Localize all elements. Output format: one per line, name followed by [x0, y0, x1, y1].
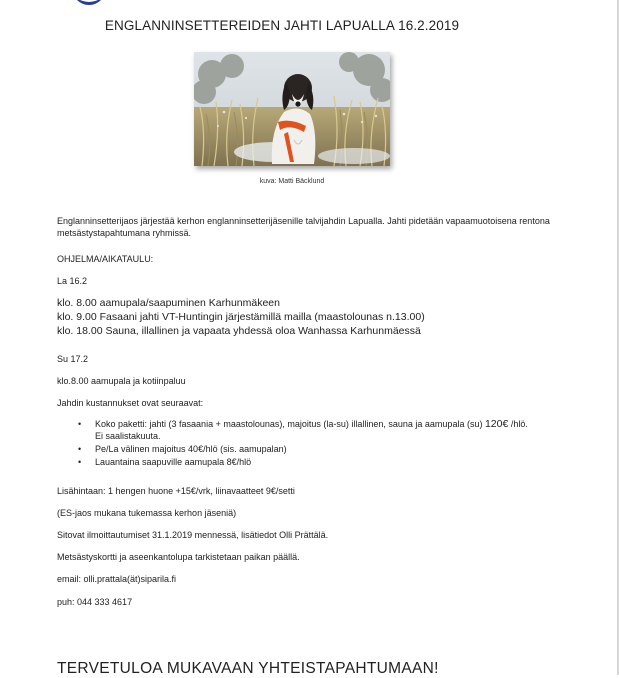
day1-item-3: klo. 18.00 Sauna, illallinen ja vapaata yhdessä oloa Wanhassa Karhunmäessä: [57, 325, 421, 337]
setter-dog-photo: [194, 52, 390, 166]
costs-heading: Jahdin kustannukset ovat seuraavat:: [57, 398, 204, 408]
contact-phone: puh: 044 333 4617: [57, 597, 133, 607]
setter-dog-image: [194, 52, 390, 166]
package-text: Koko paketti: jahti (3 fasaania + maastolounas), majoitus (la-su) illallinen, sauna ja aamupala (su): [95, 419, 483, 429]
contact-email: email: olli.prattala(ät)siparila.fi: [57, 574, 177, 584]
bullet-icon: •: [78, 444, 82, 454]
es-note: (ES-jaos mukana tukemassa kerhon jäseniä): [57, 508, 237, 518]
package-unit: /hlö.: [510, 419, 528, 429]
document-title: ENGLANNINSETTEREIDEN JAHTI LAPUALLA 16.2.2019: [104, 18, 460, 33]
extra-prices: Lisähintaan: 1 hengen huone +15€/vrk, liinavaatteet 9€/setti: [57, 486, 295, 496]
bullet-icon: •: [78, 457, 82, 467]
license-note: Metsästyskortti ja aseenkantolupa tarkistetaan paikan päällä.: [57, 552, 300, 562]
package-price: 120€: [484, 418, 509, 430]
intro-paragraph: Englanninsetterijaos järjestää kerhon englanninsetterijäsenille talvijahdin Lapualla. Jahti pidetään vapaamuotoisena rentona metsästystapahtumana ryhmissä.: [57, 216, 550, 238]
breakfast-text: Lauantaina saapuville aamupala 8€/hlö: [95, 457, 252, 467]
bullet-icon: •: [78, 419, 82, 429]
costs-list: [78, 418, 558, 469]
lodging-text: Pe/La välinen majoitus 40€/hlö (sis. aamupalan): [95, 444, 287, 454]
welcome-footer: TERVETULOA MUKAVAAN YHTEISTAPAHTUMAAN!: [57, 660, 439, 677]
club-logo: [72, 0, 106, 5]
photo-caption: kuva: Matti Bäcklund: [259, 178, 325, 185]
day2-label: Su 17.2: [57, 354, 89, 364]
program-heading: OHJELMA/AIKATAULU:: [57, 254, 154, 264]
registration-info: Sitovat ilmoittautumiset 31.1.2019 mennessä, lisätiedot Olli Prättälä.: [57, 530, 329, 540]
cost-item-breakfast: [78, 456, 558, 468]
package-note: Ei saalistakuuta.: [95, 431, 161, 441]
day2-item-1: klo.8.00 aamupala ja kotiinpaluu: [57, 376, 186, 386]
day1-item-1: klo. 8.00 aamupala/saapuminen Karhunmäkeen: [57, 297, 280, 309]
day1-item-2: klo. 9.00 Fasaani jahti VT-Huntingin järjestämillä mailla (maastolounas n.13.00): [57, 311, 425, 323]
day1-label: La 16.2: [57, 276, 88, 286]
cost-item-lodging: [78, 443, 558, 455]
cost-item-package: [78, 418, 558, 442]
